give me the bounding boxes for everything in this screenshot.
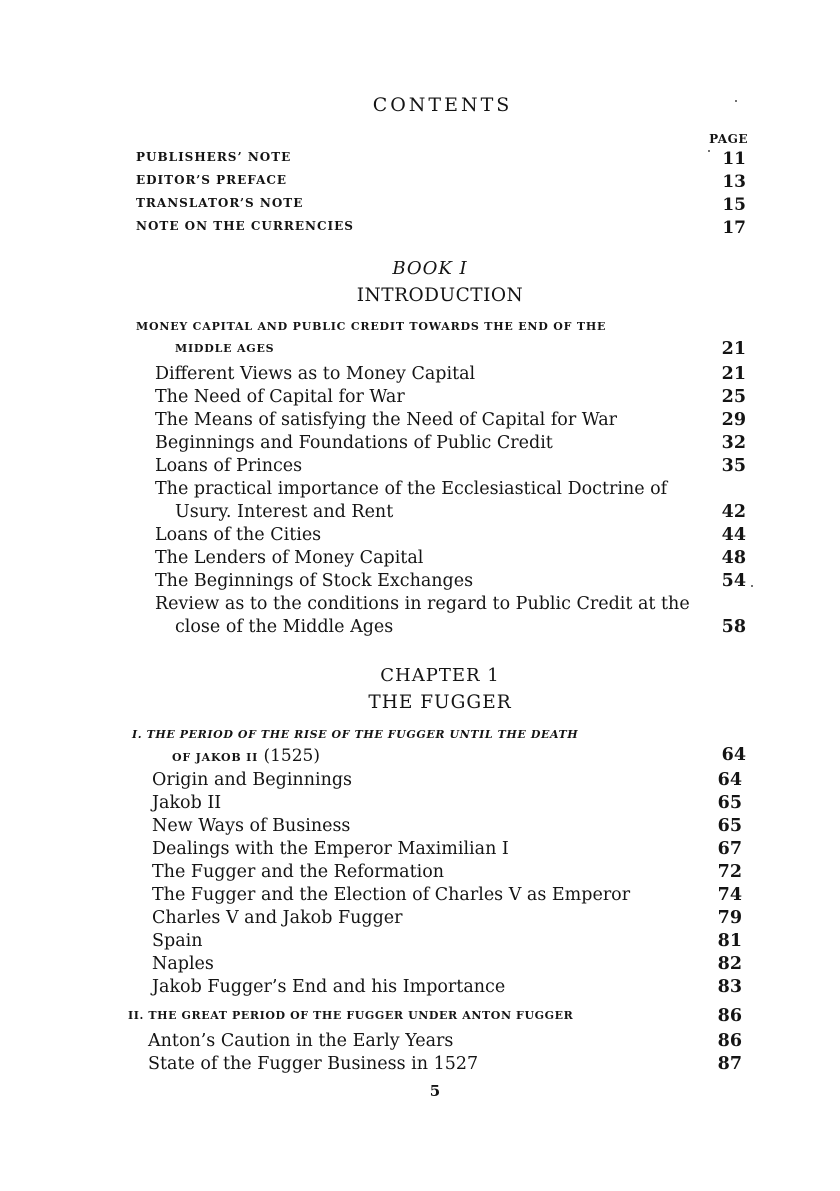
toc-page: 79 — [717, 908, 742, 928]
front-matter-label: TRANSLATOR’S NOTE — [136, 196, 304, 210]
toc-page: 58 — [721, 617, 746, 637]
toc-page: 72 — [717, 862, 742, 882]
print-speck — [751, 585, 753, 587]
toc-page: 42 — [721, 502, 746, 522]
part-heading: II. THE GREAT PERIOD OF THE FUGGER UNDER ANTON FUGGER — [128, 1009, 574, 1022]
toc-entry: Loans of Princes — [155, 456, 303, 476]
section-page: 21 — [721, 339, 746, 359]
toc-entry: State of the Fugger Business in 1527 — [148, 1054, 479, 1074]
toc-page: 35 — [721, 456, 746, 476]
toc-page: 74 — [717, 885, 742, 905]
part-page: 64 — [721, 745, 746, 765]
toc-page: 65 — [717, 793, 742, 813]
part-heading-continued — [172, 746, 320, 766]
toc-entry: Anton’s Caution in the Early Years — [148, 1031, 454, 1051]
toc-entry: The Need of Capital for War — [155, 387, 405, 407]
toc-entry: Spain — [152, 931, 203, 951]
toc-page: 82 — [717, 954, 742, 974]
toc-page: 29 — [721, 410, 746, 430]
toc-entry: The Fugger and the Election of Charles V as Emperor — [152, 885, 631, 905]
front-matter-page: 13 — [722, 172, 746, 192]
front-matter-page: 15 — [722, 195, 746, 215]
toc-page: 83 — [717, 977, 742, 997]
toc-entry-continued: close of the Middle Ages — [175, 617, 394, 637]
front-matter-label: EDITOR’S PREFACE — [136, 173, 288, 187]
contents-title: CONTENTS — [372, 94, 513, 116]
toc-entry: Review as to the conditions in regard to Public Credit at the — [155, 594, 690, 614]
toc-entry: Beginnings and Foundations of Public Credit — [155, 433, 553, 453]
toc-entry: Different Views as to Money Capital — [155, 364, 476, 384]
chapter-title: THE FUGGER — [368, 692, 512, 713]
part-heading-name: OF JAKOB II — [172, 751, 259, 764]
toc-page: 87 — [717, 1054, 742, 1074]
toc-entry: New Ways of Business — [152, 816, 351, 836]
toc-entry: The Fugger and the Reformation — [152, 862, 445, 882]
section-heading-continued: MIDDLE AGES — [175, 342, 275, 355]
toc-page: 44 — [721, 525, 746, 545]
toc-entry: Naples — [152, 954, 214, 974]
print-speck — [735, 100, 737, 102]
book-title: INTRODUCTION — [356, 285, 524, 306]
toc-page: 25 — [721, 387, 746, 407]
toc-page: 81 — [717, 931, 742, 951]
toc-page: 64 — [717, 770, 742, 790]
toc-entry: Loans of the Cities — [155, 525, 322, 545]
front-matter-label: NOTE ON THE CURRENCIES — [136, 219, 354, 233]
book-label: BOOK I — [392, 258, 468, 279]
toc-entry: The Beginnings of Stock Exchanges — [155, 571, 474, 591]
part-heading-year: (1525) — [263, 746, 320, 766]
toc-entry: The practical importance of the Ecclesiastical Doctrine of — [155, 479, 668, 499]
toc-page: 21 — [721, 364, 746, 384]
toc-entry-continued: Usury. Interest and Rent — [175, 502, 394, 522]
toc-entry: Origin and Beginnings — [152, 770, 353, 790]
page-column-header: PAGE — [709, 132, 748, 146]
toc-entry: The Means of satisfying the Need of Capital for War — [155, 410, 618, 430]
section-heading: MONEY CAPITAL AND PUBLIC CREDIT TOWARDS THE END OF THE — [136, 320, 607, 333]
toc-page: 48 — [721, 548, 746, 568]
front-matter-page: 17 — [722, 218, 746, 238]
toc-entry: The Lenders of Money Capital — [155, 548, 424, 568]
toc-page: 32 — [721, 433, 746, 453]
toc-page: 65 — [717, 816, 742, 836]
toc-page: 54 — [721, 571, 746, 591]
toc-entry: Jakob II — [152, 793, 222, 813]
front-matter-page: 11 — [722, 149, 746, 169]
toc-page: 67 — [717, 839, 742, 859]
front-matter-label: PUBLISHERS’ NOTE — [136, 150, 292, 164]
part-heading: I. THE PERIOD OF THE RISE OF THE FUGGER UNTIL THE DEATH — [132, 728, 579, 741]
chapter-label: CHAPTER 1 — [380, 665, 500, 686]
toc-entry: Jakob Fugger’s End and his Importance — [152, 977, 506, 997]
toc-entry: Charles V and Jakob Fugger — [152, 908, 403, 928]
toc-page: 86 — [717, 1031, 742, 1051]
toc-entry: Dealings with the Emperor Maximilian I — [152, 839, 509, 859]
part-page: 86 — [717, 1006, 742, 1026]
page-number: 5 — [429, 1082, 441, 1100]
